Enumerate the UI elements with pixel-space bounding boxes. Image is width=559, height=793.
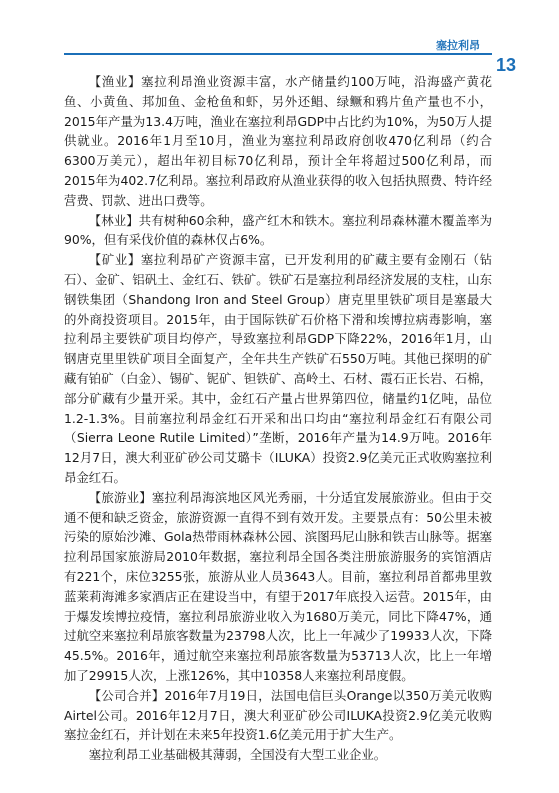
page-number: 13	[496, 55, 517, 75]
body-text	[64, 72, 492, 765]
paragraph-industry: 塞拉利昂工业基础极其薄弱，全国没有大型工业企业。	[88, 747, 387, 763]
running-header-title: 塞拉利昂	[436, 39, 480, 52]
paragraph-fishery: 【渔业】塞拉利昂渔业资源丰富，水产储量约100万吨，沿海盛产黄花鱼、小黄鱼、邦加鱼、金枪鱼和虾，另外还鲳、绿鳜和鸦片鱼产量也不小，2015年产量为13.4万吨，渔业在塞拉利昂GDP中占比约为10%，为50万人提供就业。2016年1月至10月，渔业为塞拉利昂政府创收470亿利昂（约合6300万美元），超出年初目标70亿利昂，预计全年将超过500亿利昂，而2015年为402.7亿利昂。塞拉利昂政府从渔业获得的收入包括执照费、特许经营费、罚款、进出口费等。	[64, 74, 492, 208]
paragraph-mergers: 【公司合并】2016年7月19日，法国电信巨头Orange以350万美元收购Airtel公司。2016年12月7日，澳大利亚矿砂公司ILUKA投资2.9亿美元收购塞拉金红石，并计划在未来5年投资1.6亿美元用于扩大生产。	[64, 687, 492, 743]
paragraph-mining: 【矿业】塞拉利昂矿产资源丰富，已开发利用的矿藏主要有金刚石（钻石）、金矿、铝矾土、金红石、铁矿。铁矿石是塞拉利昂经济发展的支柱，山东钢铁集团（Shandong Iron and Steel Group）唐克里里铁矿项目是塞最大的外商投资项目。2015年，由于国际铁矿石价格下滑和埃博拉病毒影响，塞拉利昂主要铁矿项目均停产，导致塞拉利昂GDP下降22%，2016年1月，山钢唐克里里铁矿项目全面复产，全年共生产铁矿石550万吨。其他已探明的矿藏有铂矿（白金）、锡矿、铌矿、钽铁矿、高岭土、石材、霞石正长岩、石棉，部分矿藏有少量开采。其中，金红石产量占世界第四位，储量约1亿吨，品位1.2-1.3%。目前塞拉利昂金红石开采和出口均由“塞拉利昂金红石有限公司（Sierra Leone Rutile Limited）”垄断，2016年产量为14.9万吨。2016年12月7日，澳大利亚矿砂公司艾璐卡（ILUKA）投资2.9亿美元正式收购塞拉利昂金红石。	[64, 252, 492, 485]
paragraph-forestry: 【林业】共有树种60余种，盛产红木和铁木。塞拉利昂森林灌木覆盖率为90%，但有采伐价值的森林仅占6%。	[64, 212, 492, 248]
paragraph-tourism: 【旅游业】塞拉利昂海滨地区风光秀丽，十分适宜发展旅游业。但由于交通不便和缺乏资金，旅游资源一直得不到有效开发。主要景点有：50公里未被污染的原始沙滩、Gola热带雨林森林公园、滨图玛尼山脉和铁吉山脉等。据塞拉利昂国家旅游局2010年数据，塞拉利昂全国各类注册旅游服务的宾馆酒店有221个，床位3255张，旅游从业人员3643人。目前，塞拉利昂首都弗里敦蓝莱莉海滩多家酒店正在建设当中，有望于2017年底投入运营。2015年，由于爆发埃博拉疫情，塞拉利昂旅游业收入为1680万美元，同比下降47%，通过航空来塞拉利昂旅客数量为23798人次，比上一年减少了19933人次，下降45.5%。2016年，通过航空来塞拉利昂旅客数量为53713人次，比上一年增加了29915人次，上涨126%，其中10358人来塞拉利昂度假。	[64, 489, 492, 683]
header-divider	[64, 53, 492, 55]
